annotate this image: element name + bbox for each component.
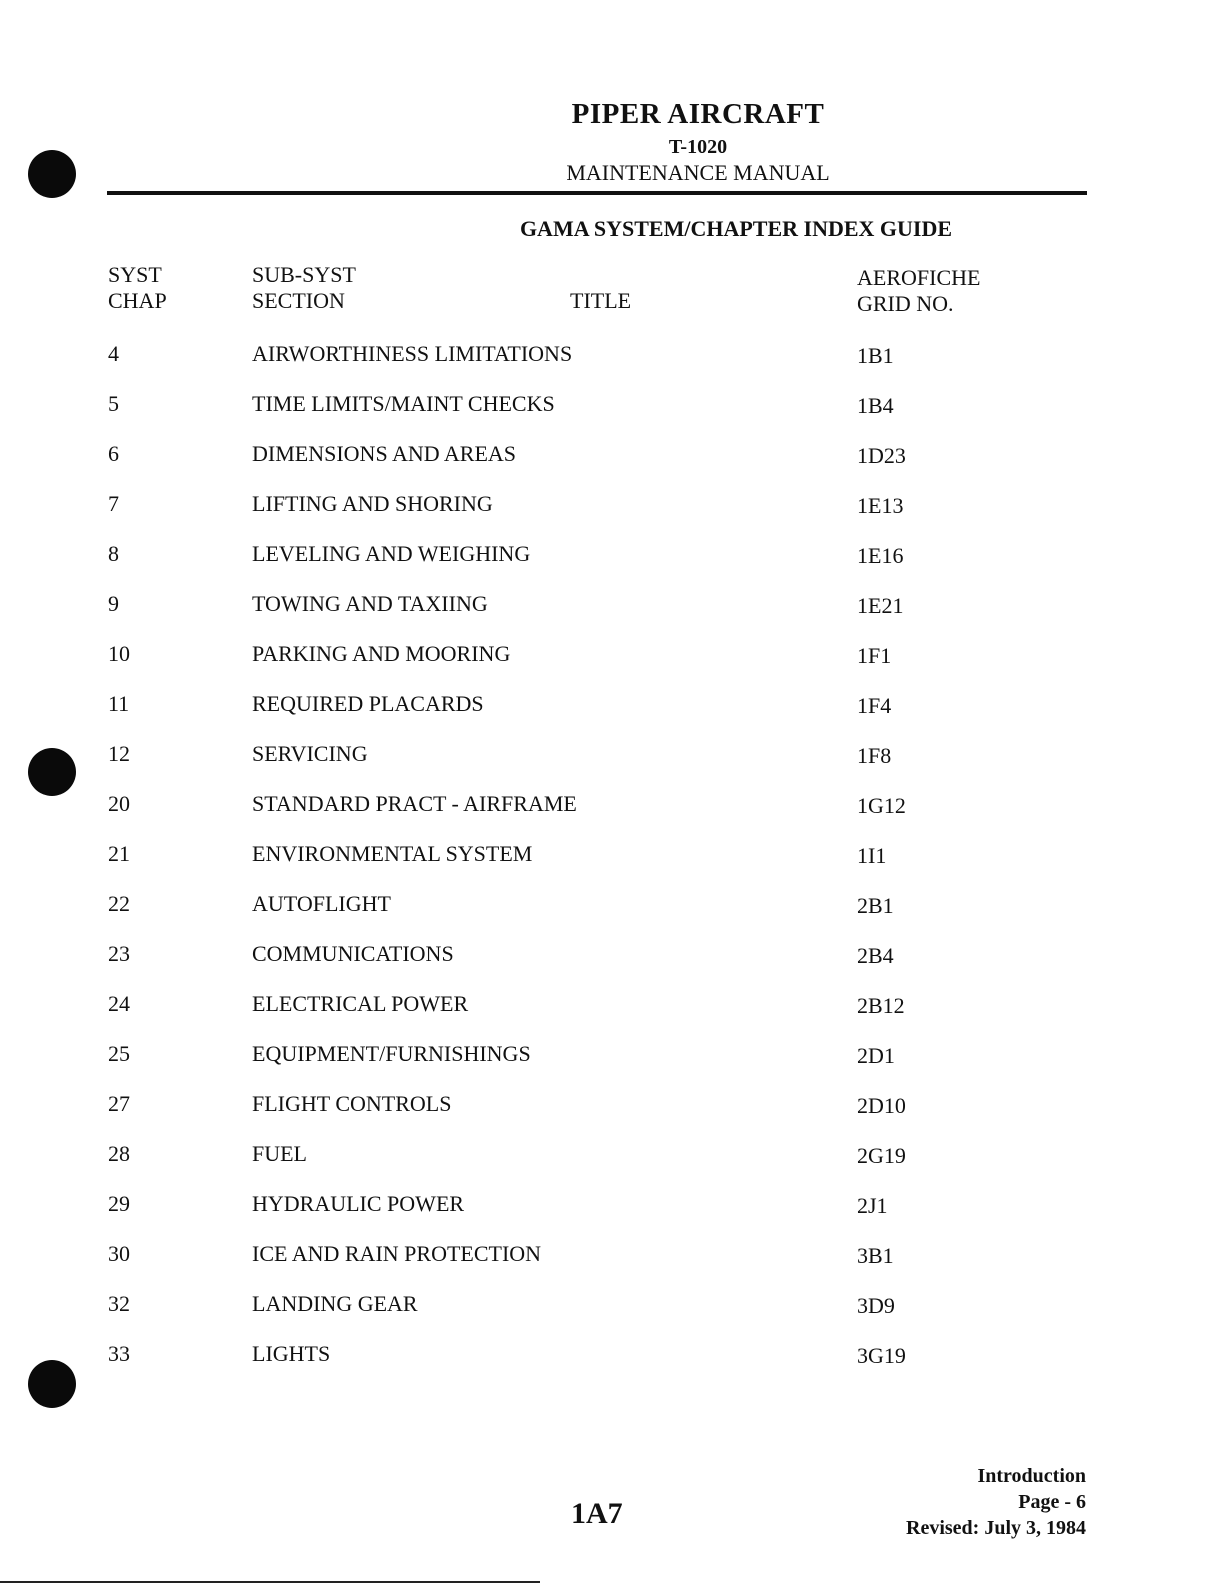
- table-row: [0, 491, 1216, 521]
- punch-hole-top: [28, 150, 76, 198]
- aerofiche-grid-number: 1F1: [857, 643, 892, 668]
- chapter-number: 12: [108, 741, 130, 766]
- chapter-title: FUEL: [252, 1141, 307, 1166]
- aerofiche-grid-number: 1E16: [857, 543, 904, 568]
- table-row: [0, 741, 1216, 771]
- chapter-number: 5: [108, 391, 119, 416]
- chapter-title: AUTOFLIGHT: [252, 891, 391, 916]
- column-header-chap: CHAP: [108, 288, 167, 313]
- chapter-title: FLIGHT CONTROLS: [252, 1091, 452, 1116]
- table-row: [0, 991, 1216, 1021]
- chapter-number: 8: [108, 541, 119, 566]
- aerofiche-grid-number: 2B12: [857, 993, 905, 1018]
- table-row: [0, 691, 1216, 721]
- table-row: [0, 841, 1216, 871]
- chapter-number: 11: [108, 691, 130, 716]
- chapter-title: PARKING AND MOORING: [252, 641, 511, 666]
- chapter-number: 10: [108, 641, 130, 666]
- chapter-title: AIRWORTHINESS LIMITATIONS: [252, 341, 573, 366]
- column-header-syst-chap: [108, 262, 167, 314]
- chapter-number: 6: [108, 441, 119, 466]
- chapter-number: 24: [108, 991, 130, 1016]
- aerofiche-grid-number: 3B1: [857, 1243, 894, 1268]
- chapter-title: LEVELING AND WEIGHING: [252, 541, 531, 566]
- chapter-number: 28: [108, 1141, 130, 1166]
- chapter-title: HYDRAULIC POWER: [252, 1191, 465, 1216]
- table-row: [0, 1241, 1216, 1271]
- chapter-title: EQUIPMENT/FURNISHINGS: [252, 1041, 531, 1066]
- table-row: [0, 541, 1216, 571]
- chapter-number: 22: [108, 891, 130, 916]
- chapter-title: LIFTING AND SHORING: [252, 491, 493, 516]
- aerofiche-grid-number: 2B1: [857, 893, 894, 918]
- chapter-title: REQUIRED PLACARDS: [252, 691, 484, 716]
- index-guide-title: GAMA SYSTEM/CHAPTER INDEX GUIDE: [519, 216, 953, 241]
- aerofiche-grid-number: 3D9: [857, 1293, 895, 1318]
- fiche-page-code: 1A7: [571, 1497, 623, 1530]
- aerofiche-grid-number: 1E21: [857, 593, 904, 618]
- table-row: [0, 891, 1216, 921]
- aerofiche-grid-number: 1D23: [857, 443, 906, 468]
- table-row: [0, 941, 1216, 971]
- table-row: [0, 1191, 1216, 1221]
- aerofiche-grid-number: 2G19: [857, 1143, 906, 1168]
- aerofiche-grid-number: 2B4: [857, 943, 894, 968]
- aerofiche-grid-number: 2J1: [857, 1193, 888, 1218]
- chapter-number: 20: [108, 791, 130, 816]
- table-row: [0, 391, 1216, 421]
- table-row: [0, 591, 1216, 621]
- aerofiche-grid-number: 2D10: [857, 1093, 906, 1118]
- chapter-number: 9: [108, 591, 119, 616]
- company-title: PIPER AIRCRAFT: [571, 98, 825, 130]
- column-header-title: TITLE: [570, 288, 632, 313]
- chapter-title: LANDING GEAR: [252, 1291, 418, 1316]
- column-header-aerofiche: AEROFICHE: [857, 265, 981, 290]
- column-header-sub-syst-section: [252, 262, 356, 314]
- column-header-section: SECTION: [252, 288, 345, 313]
- column-header-sub-syst: SUB-SYST: [252, 262, 356, 287]
- aerofiche-grid-number: 2D1: [857, 1043, 895, 1068]
- chapter-number: 27: [108, 1091, 130, 1116]
- chapter-number: 23: [108, 941, 130, 966]
- table-row: [0, 1091, 1216, 1121]
- table-row: [0, 1291, 1216, 1321]
- chapter-title: TIME LIMITS/MAINT CHECKS: [252, 391, 555, 416]
- footer-page-number: Page - 6: [1018, 1491, 1086, 1513]
- chapter-title: ENVIRONMENTAL SYSTEM: [252, 841, 533, 866]
- table-row: [0, 341, 1216, 371]
- chapter-number: 25: [108, 1041, 130, 1066]
- chapter-number: 32: [108, 1291, 130, 1316]
- chapter-number: 4: [108, 341, 119, 366]
- chapter-title: LIGHTS: [252, 1341, 331, 1366]
- chapter-title: ICE AND RAIN PROTECTION: [252, 1241, 542, 1266]
- chapter-title: DIMENSIONS AND AREAS: [252, 441, 517, 466]
- chapter-number: 29: [108, 1191, 130, 1216]
- footer-section: Introduction: [977, 1465, 1086, 1487]
- bottom-edge-rule: [0, 1581, 540, 1583]
- table-row: [0, 791, 1216, 821]
- column-header-grid-no: GRID NO.: [857, 291, 954, 316]
- table-row: [0, 1041, 1216, 1071]
- model-number: T-1020: [668, 136, 728, 158]
- table-row: [0, 441, 1216, 471]
- chapter-title: ELECTRICAL POWER: [252, 991, 469, 1016]
- aerofiche-grid-number: 1G12: [857, 793, 906, 818]
- column-header-syst: SYST: [108, 262, 162, 287]
- aerofiche-grid-number: 1F4: [857, 693, 892, 718]
- chapter-title: TOWING AND TAXIING: [252, 591, 488, 616]
- column-header-aerofiche-grid: [857, 265, 980, 317]
- chapter-title: SERVICING: [252, 741, 368, 766]
- chapter-number: 33: [108, 1341, 130, 1366]
- table-row: [0, 641, 1216, 671]
- header-rule: [107, 191, 1087, 195]
- aerofiche-grid-number: 3G19: [857, 1343, 906, 1368]
- manual-title: MAINTENANCE MANUAL: [566, 160, 830, 185]
- aerofiche-grid-number: 1B1: [857, 343, 894, 368]
- chapter-number: 7: [108, 491, 119, 516]
- table-row: [0, 1341, 1216, 1371]
- footer-revision-date: Revised: July 3, 1984: [906, 1517, 1086, 1539]
- chapter-number: 21: [108, 841, 130, 866]
- aerofiche-grid-number: 1F8: [857, 743, 892, 768]
- chapter-title: STANDARD PRACT - AIRFRAME: [252, 791, 577, 816]
- aerofiche-grid-number: 1E13: [857, 493, 904, 518]
- table-row: [0, 1141, 1216, 1171]
- chapter-title: COMMUNICATIONS: [252, 941, 454, 966]
- aerofiche-grid-number: 1B4: [857, 393, 894, 418]
- chapter-number: 30: [108, 1241, 130, 1266]
- aerofiche-grid-number: 1I1: [857, 843, 887, 868]
